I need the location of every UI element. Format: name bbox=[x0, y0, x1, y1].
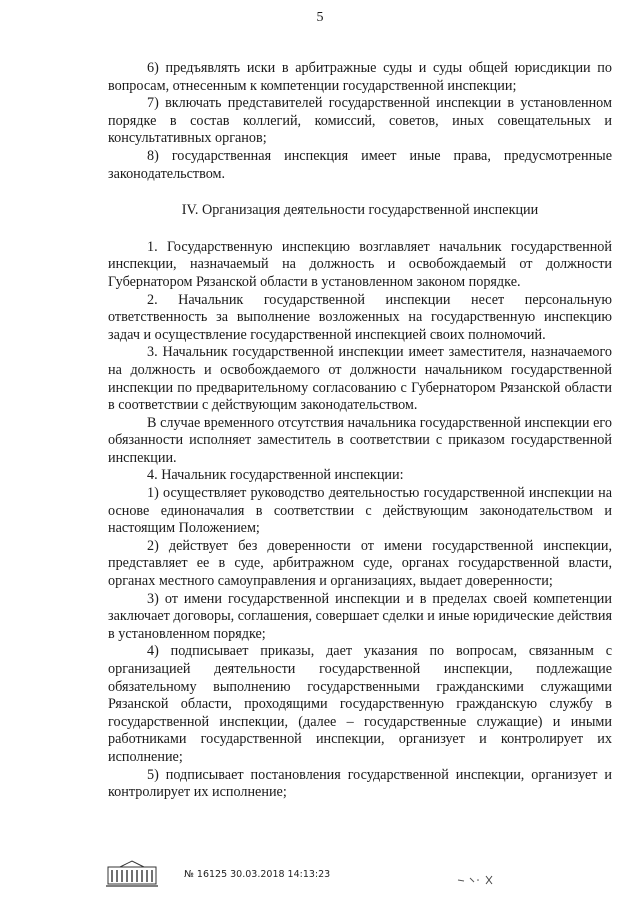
paragraph: 3. Начальник государственной инспекции имеет заместителя, назначаемого на должность и освобождаемого от должности начальником государственной инспекции по предварительному согласованию с Губернатором Рязанской области в соответствии с действующим законодательством. bbox=[108, 344, 612, 414]
paragraph: 6) предъявлять иски в арбитражные суды и суды общей юрисдикции по вопросам, отнесенным к компетенции государственной инспекции; bbox=[108, 60, 612, 94]
building-seal-icon bbox=[106, 858, 158, 888]
paragraph: 4. Начальник государственной инспекции: bbox=[147, 467, 404, 484]
paragraph: 5) подписывает постановления государственной инспекции, организует и контролирует их исполнение; bbox=[108, 766, 612, 801]
section-heading: IV. Организация деятельности государственной инспекции bbox=[181, 202, 539, 219]
paragraph: 1. Государственную инспекцию возглавляет начальник государственной инспекции, назначаемый на должность и освобождаемый от должности Губернатором Рязанской области в установленном законом порядке. bbox=[108, 238, 612, 290]
paragraph: 2) действует без доверенности от имени государственной инспекции, представляет ее в суде, арбитражном суде, органах государственной власти, органах местного самоуправления и организациях, выдает доверенности; bbox=[108, 537, 612, 590]
paragraph: 1) осуществляет руководство деятельностью государственной инспекции на основе единоначалия в соответствии с действующим законодательством и настоящим Положением; bbox=[108, 485, 612, 537]
page-number: 5 bbox=[316, 10, 324, 25]
paragraph: В случае временного отсутствия начальника государственной инспекции его обязанности исполняет заместитель в соответствии с приказом государственной инспекции. bbox=[108, 414, 612, 466]
paragraph: 4) подписывает приказы, дает указания по вопросам, связанным с организацией деятельности государственной инспекции, подлежащие обязательному выполнению государственными гражданскими служащими Рязанской области, проходящими государственную гражданскую службу в государственной инспекции, (далее – государственные служащие) и иными работниками государственной инспекции, организует и контролирует их исполнение; bbox=[108, 643, 612, 765]
document-footer bbox=[106, 858, 626, 898]
paragraph: 7) включать представителей государственной инспекции в установленном порядке в состав коллегий, комиссий, советов, иных совещательных и консультативных органов; bbox=[108, 95, 612, 147]
paragraph: 3) от имени государственной инспекции и в пределах своей компетенции заключает договоры, соглашения, совершает сделки и иные юридические действия в установленном порядке; bbox=[108, 590, 612, 642]
paragraph: 8) государственная инспекция имеет иные права, предусмотренные законодательством. bbox=[108, 147, 612, 182]
paragraph: 2. Начальник государственной инспекции несет персональную ответственность за выполнение возложенных на государственную инспекцию задач и осуществление государственной инспекцией своих полномочий. bbox=[108, 291, 612, 343]
document-body bbox=[108, 60, 612, 802]
scan-marks bbox=[456, 872, 526, 888]
document-stamp: № 16125 30.03.2018 14:13:23 bbox=[184, 869, 331, 880]
